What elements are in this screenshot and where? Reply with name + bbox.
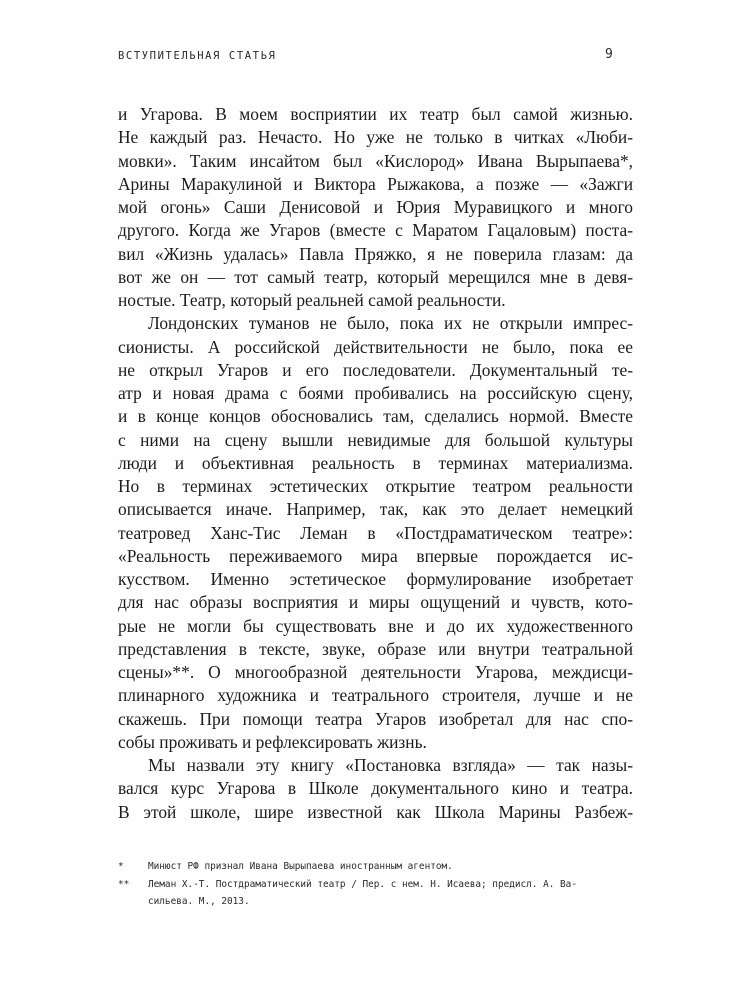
text-line: вот же он — тот самый театр, который мерещился мне в девя- bbox=[118, 266, 633, 287]
text-line: театровед Ханс-Тис Леман в «Постдраматическом театре»: bbox=[118, 522, 633, 543]
text-line: описывается иначе. Например, так, как это делает немецкий bbox=[118, 499, 633, 520]
text-line: люди и объективная реальность в терминах материализма. bbox=[118, 452, 633, 473]
text-line: мовки». Таким инсайтом был «Кислород» Ивана Вырыпаева*, bbox=[118, 150, 633, 171]
text-line: другого. Когда же Угаров (вместе с Маратом Гацаловым) поста- bbox=[118, 220, 633, 241]
text-line: вил «Жизнь удалась» Павла Пряжко, я не поверила глазам: да bbox=[118, 243, 633, 264]
text-line: ностые. Театр, который реальней самой реальности. bbox=[118, 290, 506, 310]
running-head: ВСТУПИТЕЛЬНАЯ СТАТЬЯ bbox=[118, 50, 277, 62]
text-line: сцены»**. О многообразной деятельности Угарова, междисци- bbox=[118, 662, 633, 682]
text-line: сионисты. А российской действительности не было, пока ее bbox=[118, 336, 633, 357]
body-text bbox=[118, 103, 633, 824]
footnote bbox=[118, 858, 618, 876]
text-line: плинарного художника и театрального строителя, лучше и не bbox=[118, 685, 633, 706]
text-line: и Угарова. В моем восприятии их театр был самой жизнью. bbox=[118, 104, 633, 124]
footnote-text: сильева. М., 2013. bbox=[148, 896, 250, 907]
text-line: представления в тексте, звуке, образе или внутри театральной bbox=[118, 638, 633, 659]
text-line: Мы назвали эту книгу «Постановка взгляда» — так назы- bbox=[148, 755, 633, 775]
text-line: с ними на сцену вышли невидимые для большой культуры bbox=[118, 429, 633, 450]
text-line: Не каждый раз. Нечасто. Но уже не только в читках «Люби- bbox=[118, 127, 633, 148]
text-line: собы проживать и рефлексировать жизнь. bbox=[118, 731, 427, 752]
footnote-mark: ** bbox=[118, 878, 130, 890]
text-line: атр и новая драма с боями пробивались на российскую сцену, bbox=[118, 383, 633, 403]
text-line: рые не могли бы существовать вне и до их художественного bbox=[118, 615, 633, 636]
text-line: для нас образы восприятия и миры ощущений и чувств, кото- bbox=[118, 592, 633, 613]
page-number: 9 bbox=[605, 47, 613, 62]
footnotes bbox=[118, 858, 618, 911]
footnote-text: Минюст РФ признал Ивана Вырыпаева иностранным агентом. bbox=[148, 861, 453, 872]
text-line: Лондонских туманов не было, пока их не открыли импрес- bbox=[148, 313, 633, 334]
text-line: Арины Маракулиной и Виктора Рыжакова, а позже — «Зажги bbox=[118, 173, 633, 194]
text-line: кусством. Именно эстетическое формулирование изобретает bbox=[118, 569, 633, 589]
text-line: мой огонь» Саши Денисовой и Юрия Муравицкого и много bbox=[118, 197, 633, 217]
footnote-text: Леман Х.-Т. Постдраматический театр / Пер. с нем. Н. Исаева; предисл. А. Ва- bbox=[148, 878, 577, 890]
text-line: Но в терминах эстетических открытие театром реальности bbox=[118, 476, 633, 496]
text-line: вался курс Угарова в Школе документального кино и театра. bbox=[118, 778, 633, 799]
footnote bbox=[118, 876, 618, 894]
text-line: «Реальность переживаемого мира впервые порождается ис- bbox=[118, 545, 633, 566]
text-line: и в конце концов обосновались там, сделались нормой. Вместе bbox=[118, 406, 633, 427]
footnote-mark: * bbox=[118, 861, 124, 872]
text-line: В этой школе, шире известной как Школа Марины Разбеж- bbox=[118, 801, 633, 822]
text-line: не открыл Угаров и его последователи. Документальный те- bbox=[118, 359, 633, 380]
text-line: скажешь. При помощи театра Угаров изобретал для нас спо- bbox=[118, 708, 633, 729]
